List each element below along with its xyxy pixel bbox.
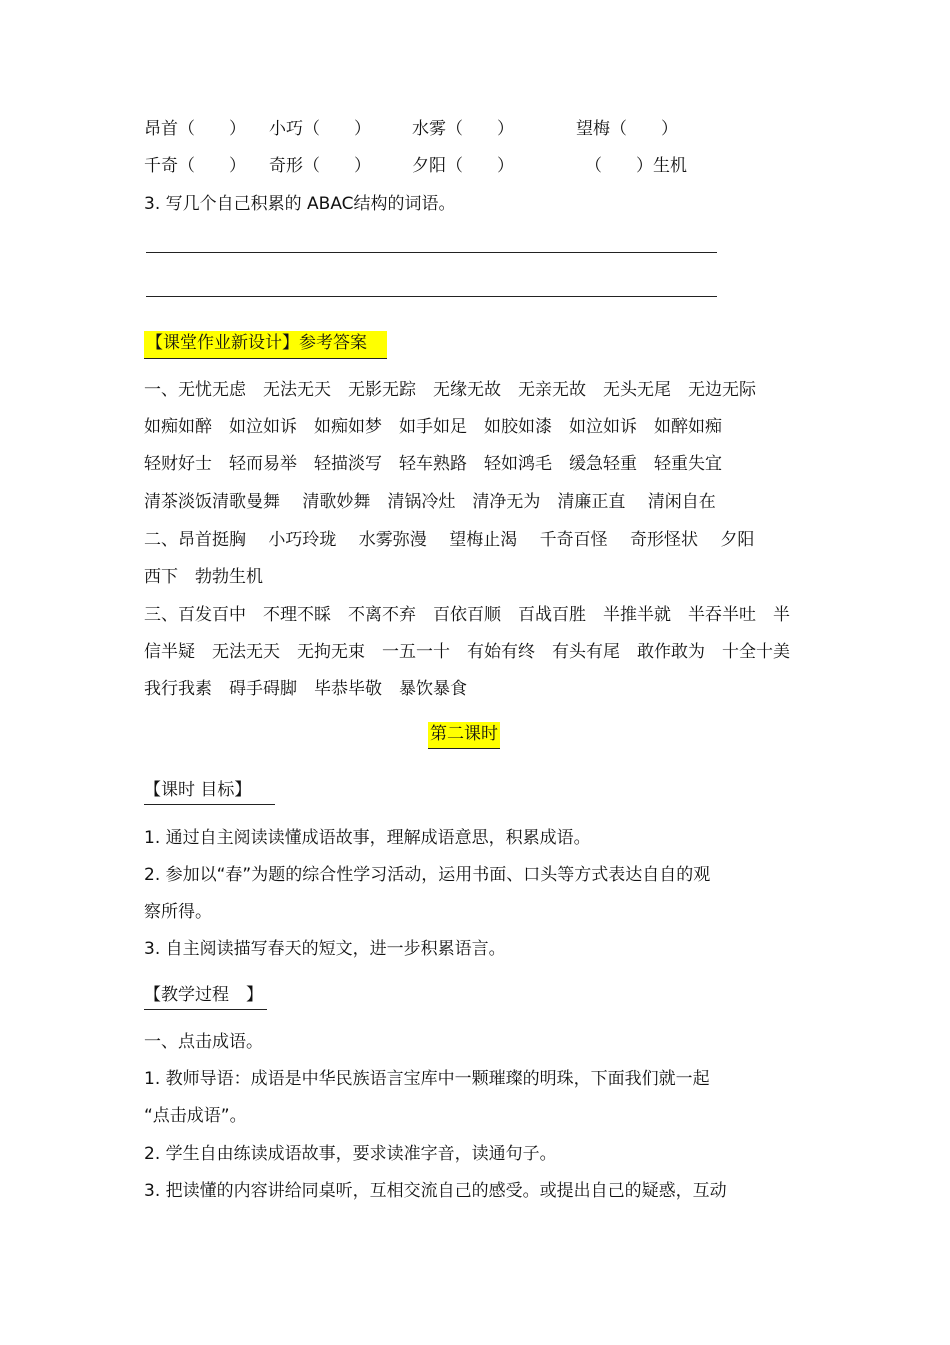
answer-line-text: 我行我素 碍手碍脚 毕恭毕敬 暴饮暴食 <box>144 679 467 699</box>
goal-item: 察所得。 <box>144 902 212 922</box>
question-3: 3. 写几个自己积累的 ABAC结构的词语。 <box>144 194 456 214</box>
answer-line-text: 三、百发百中 不理不睬 不离不弃 百依百顺 百战百胜 半推半就 半吞半吐 半 <box>144 605 790 625</box>
goals-heading: 【课时 目标】 <box>144 779 275 805</box>
process-heading: 【教学过程 】 <box>144 984 267 1010</box>
answer-line-text: 如痴如醉 如泣如诉 如痴如梦 如手如足 如胶如漆 如泣如诉 如醉如痴 <box>144 417 722 437</box>
process-item: 3. 把读懂的内容讲给同桌听，互相交流自己的感受。或提出自己的疑惑，互动 <box>144 1181 727 1201</box>
process-item: 1. 教师导语：成语是中华民族语言宝库中一颗璀璨的明珠，下面我们就一起 <box>144 1069 710 1089</box>
answer-line <box>146 252 717 253</box>
answer-line-text: 信半疑 无法无天 无拘无束 一五一十 有始有终 有头有尾 敢作敢为 十全十美 <box>144 642 790 662</box>
process-item: 2. 学生自由练读成语故事，要求读准字音，读通句子。 <box>144 1144 557 1164</box>
goal-item: 2. 参加以“春”为题的综合性学习活动，运用书面、口头等方式表达自自的观 <box>144 865 711 885</box>
fill-item: （ ）生机 <box>585 156 687 176</box>
goal-item: 3. 自主阅读描写春天的短文，进一步积累语言。 <box>144 939 506 959</box>
fill-item: 水雾（ ） <box>412 119 514 139</box>
answer-line <box>146 296 717 297</box>
fill-item: 小巧（ ） <box>269 119 371 139</box>
fill-item: 望梅（ ） <box>576 119 678 139</box>
fill-item: 夕阳（ ） <box>412 156 514 176</box>
fill-item: 昂首（ ） <box>144 119 246 139</box>
answer-heading: 【课堂作业新设计】参考答案 <box>144 331 387 359</box>
lesson-title: 第二课时 <box>428 722 500 749</box>
fill-item: 奇形（ ） <box>269 156 371 176</box>
answer-line-text: 清茶淡饭清歌曼舞 清歌妙舞 清锅冷灶 清净无为 清廉正直 清闲自在 <box>144 492 716 512</box>
process-item: 一、点击成语。 <box>144 1032 263 1052</box>
answer-line-text: 二、昂首挺胸 小巧玲珑 水雾弥漫 望梅止渴 千奇百怪 奇形怪状 夕阳 <box>144 530 755 550</box>
fill-item: 千奇（ ） <box>144 156 246 176</box>
goal-item: 1. 通过自主阅读读懂成语故事，理解成语意思，积累成语。 <box>144 828 591 848</box>
answer-line-text: 轻财好士 轻而易举 轻描淡写 轻车熟路 轻如鸿毛 缓急轻重 轻重失宜 <box>144 454 722 474</box>
answer-line-text: 西下 勃勃生机 <box>144 567 263 587</box>
answer-line-text: 一、无忧无虑 无法无天 无影无踪 无缘无故 无亲无故 无头无尾 无边无际 <box>144 380 756 400</box>
process-item: “点击成语”。 <box>144 1106 247 1126</box>
